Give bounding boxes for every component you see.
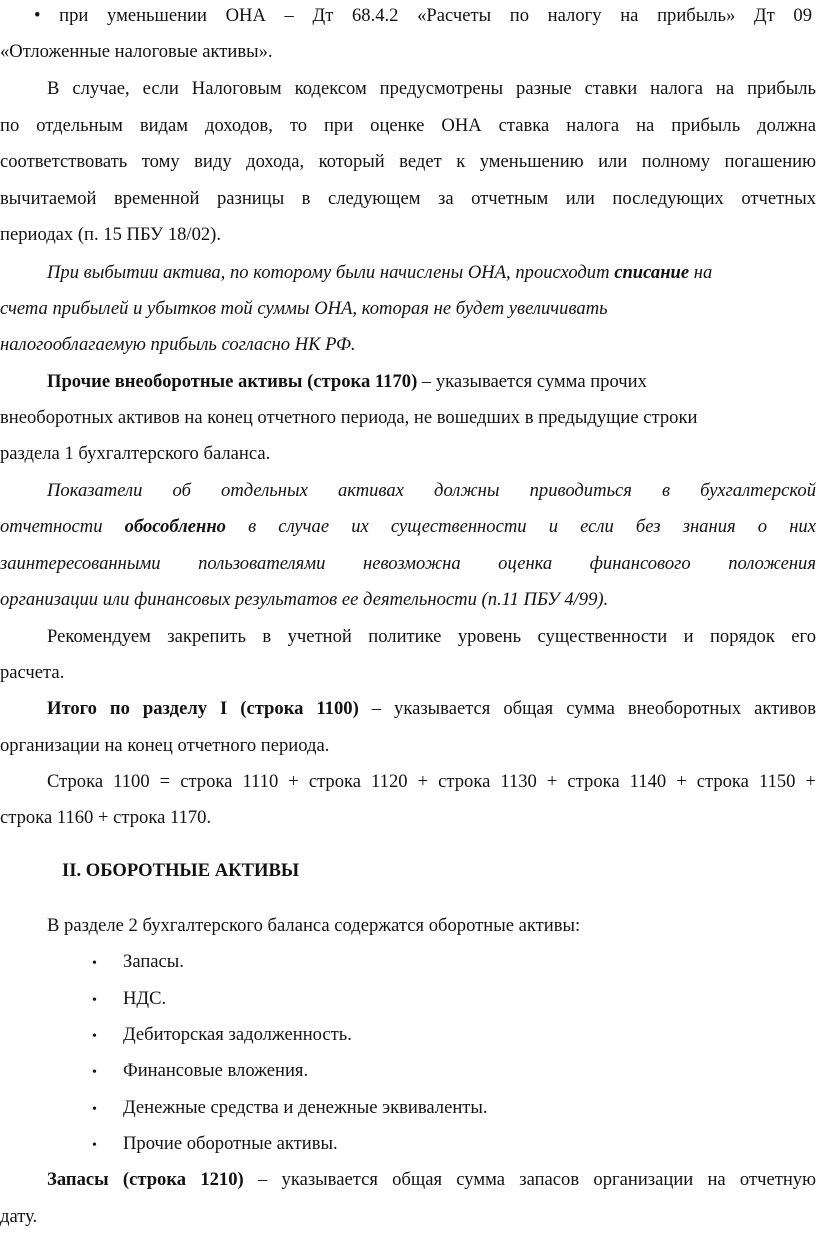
paragraph-line: периодах (п. 15 ПБУ 18/02). [0,224,222,245]
italic-note-line: отчетности обособленно в случае их существенности и если без знания о них [0,516,816,537]
list-item: • Прочие оборотные активы. [92,1132,338,1158]
list-item: • НДС. [92,987,166,1013]
bullet-icon: • [92,993,97,1008]
bullet-line-ona-decrease: • при уменьшении ОНА – Дт 68.4.2 «Расчеты по налогу на прибыль» Дт 09 [34,5,812,26]
bullet-icon: • [92,1102,97,1117]
italic-note-line: Показатели об отдельных активах должны приводиться в бухгалтерской [47,480,816,501]
bullet-icon: • [92,1029,97,1044]
list-item: • Дебиторская задолженность. [92,1023,352,1049]
paragraph-line: Прочие внеоборотные активы (строка 1170) – указывается сумма прочих [47,371,647,392]
paragraph-line: Рекомендуем закрепить в учетной политике уровень существенности и порядок его [47,626,816,647]
paragraph-line: Запасы (строка 1210) – указывается общая сумма запасов организации на отчетную [47,1169,816,1190]
paragraph-line: расчета. [0,662,65,683]
term-inventories: Запасы (строка 1210) [47,1169,244,1190]
bullet-icon: • [92,956,97,971]
italic-note-line: счета прибылей и убытков той суммы ОНА, которая не будет увеличивать [0,298,608,319]
emphasis-write-off: списание [614,262,690,283]
term-section-total: Итого по разделу I (строка 1100) [47,698,359,719]
formula-line: Строка 1100 = строка 1110 + строка 1120 + строка 1130 + строка 1140 + строка 1150 + [47,771,816,792]
paragraph-line: организации на конец отчетного периода. [0,735,330,756]
italic-note-line: заинтересованными пользователями невозможна оценка финансового положения [0,553,816,574]
paragraph-line: дату. [0,1206,38,1227]
paragraph-line: вычитаемой временной разницы в следующем за отчетным или последующих отчетных [0,188,816,209]
paragraph-line: по отдельным видам доходов, то при оценке ОНА ставка налога на прибыль должна [0,115,816,136]
paragraph-line: раздела 1 бухгалтерского баланса. [0,443,271,464]
list-item: • Денежные средства и денежные эквиваленты. [92,1096,488,1122]
term-other-noncurrent-assets: Прочие внеоборотные активы (строка 1170) [47,371,418,392]
formula-line: строка 1160 + строка 1170. [0,807,212,828]
section-heading: II. ОБОРОТНЫЕ АКТИВЫ [62,860,300,881]
paragraph-line: «Отложенные налоговые активы». [0,41,273,62]
list-item: • Финансовые вложения. [92,1059,308,1085]
section-intro: В разделе 2 бухгалтерского баланса содержатся оборотные активы: [47,915,581,936]
paragraph-line: Итого по разделу I (строка 1100) – указывается общая сумма внеоборотных активов [47,698,816,719]
paragraph-line: В случае, если Налоговым кодексом предусмотрены разные ставки налога на прибыль [47,78,816,99]
bullet-icon: • [92,1138,97,1153]
italic-note-line: При выбытии актива, по которому были начислены ОНА, происходит списание на [47,262,713,283]
list-item: • Запасы. [92,950,184,976]
paragraph-line: внеоборотных активов на конец отчетного периода, не вошедших в предыдущие строки [0,407,698,428]
emphasis-separately: обособленно [124,516,226,537]
italic-note-line: налогооблагаемую прибыль согласно НК РФ. [0,334,356,355]
bullet-icon: • [92,1065,97,1080]
italic-note-line: организации или финансовых результатов ее деятельности (п.11 ПБУ 4/99). [0,589,609,610]
paragraph-line: соответствовать тому виду дохода, который ведет к уменьшению или полному погашению [0,151,816,172]
